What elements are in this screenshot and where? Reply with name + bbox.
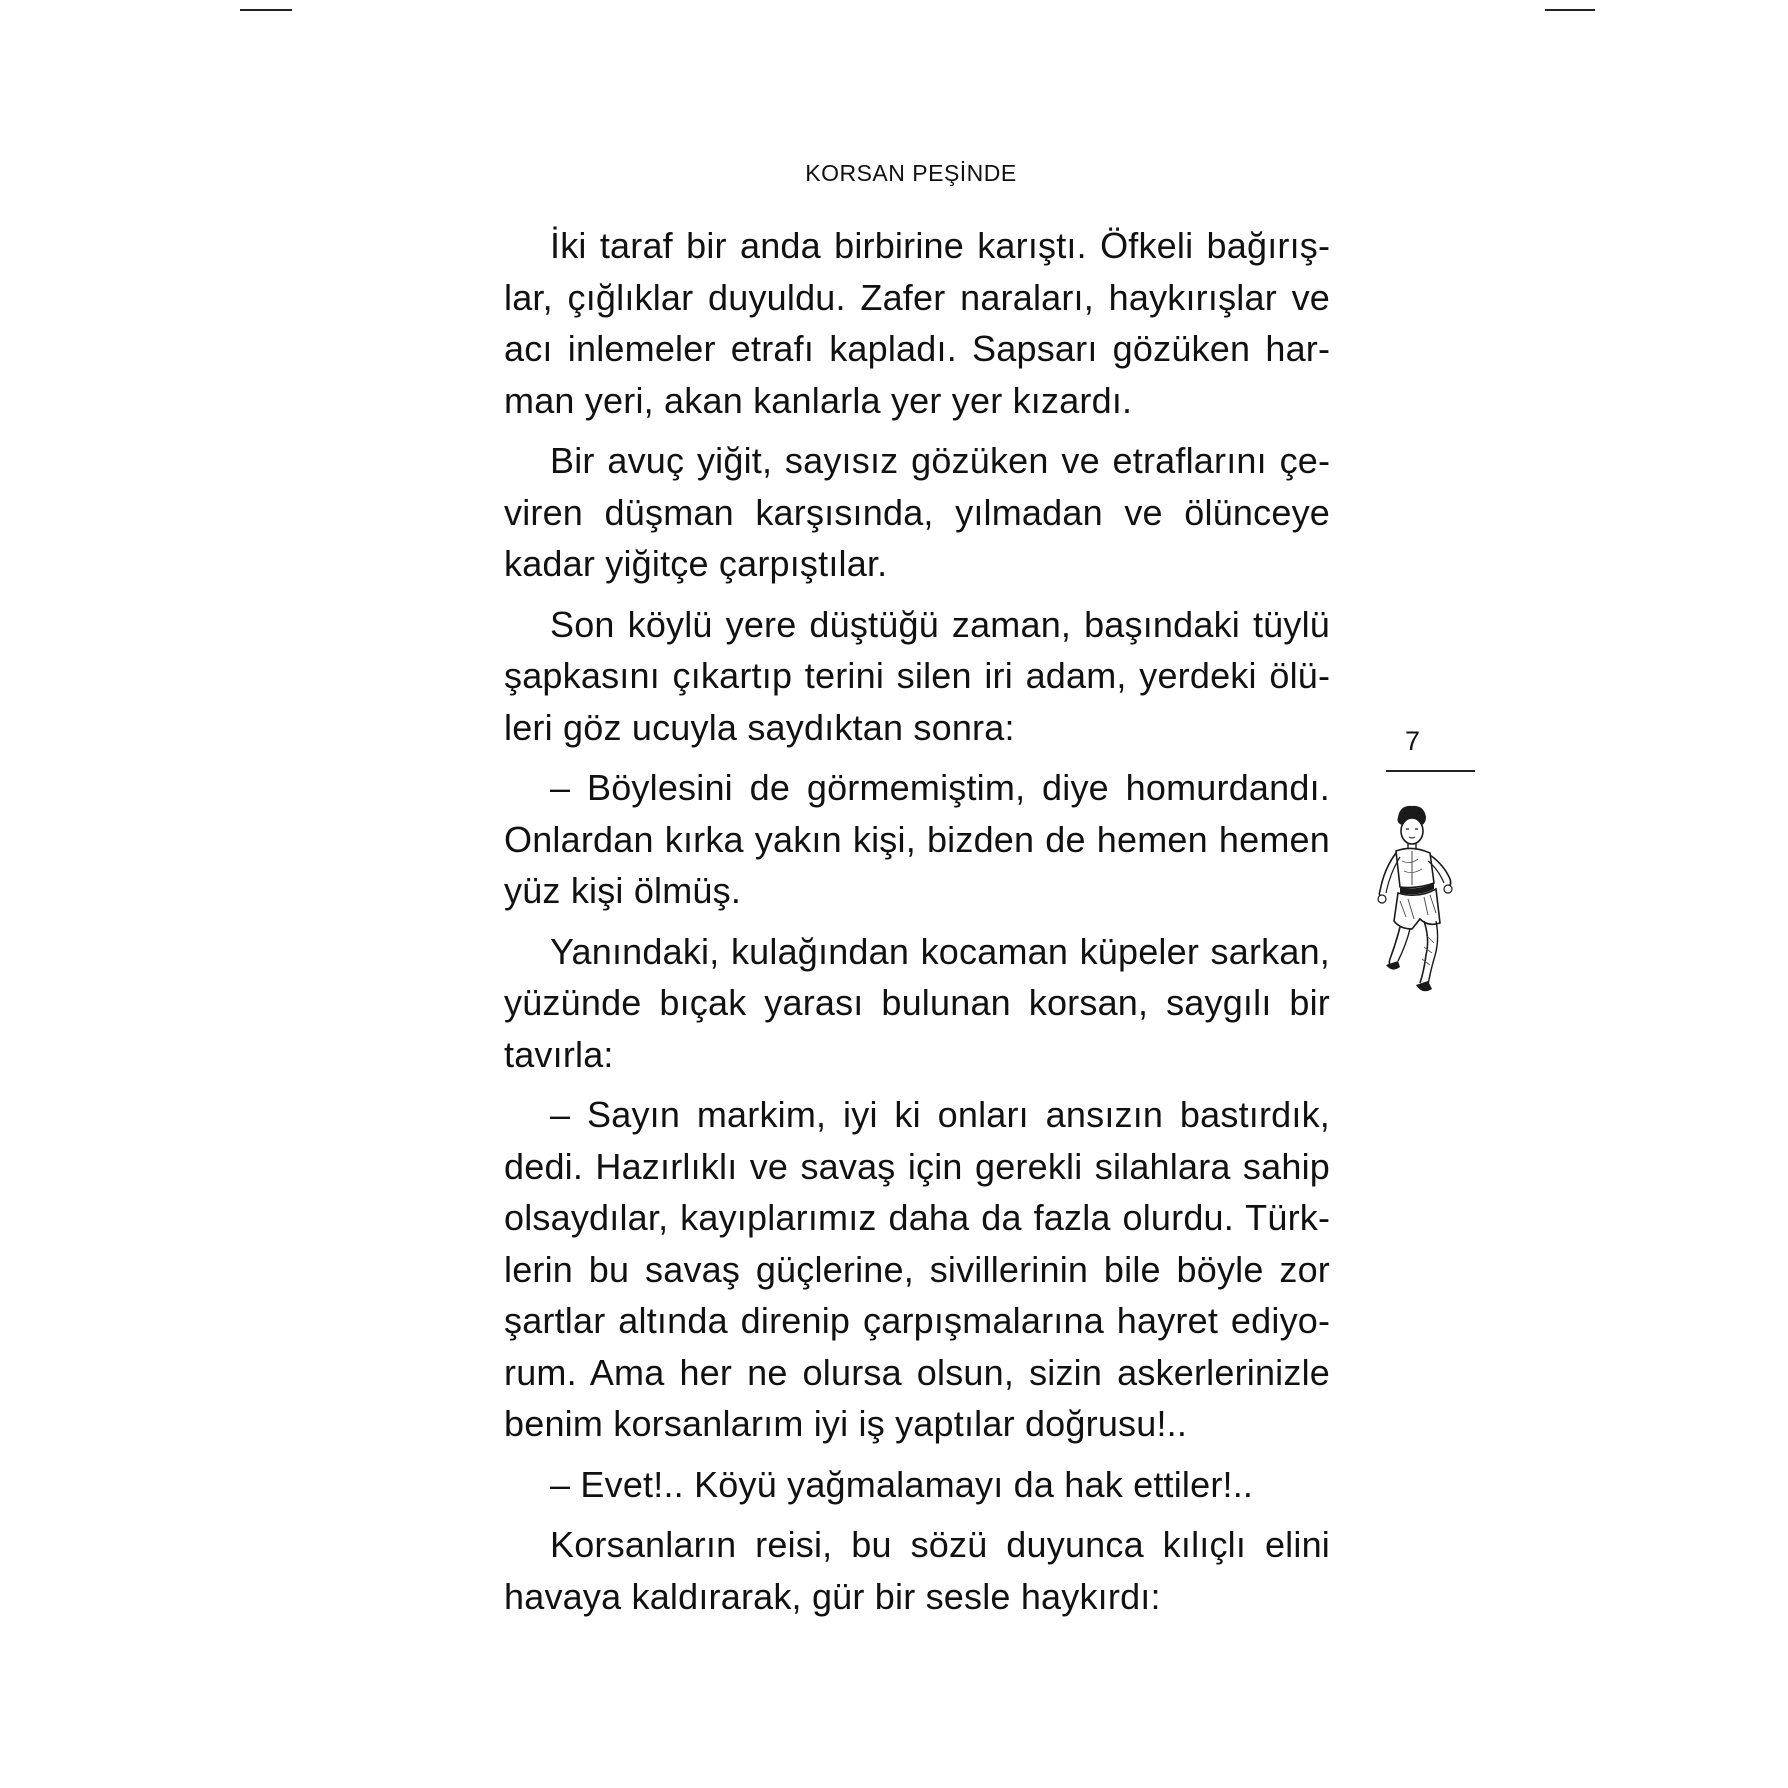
paragraph: İki taraf bir anda birbirine karıştı. Öfkeli bağırışlar, çığlıklar duyuldu. Zafer naraları, haykırışlar ve acı inlemeler etrafı kapladı. Sapsarı gözüken harman yeri, akan kanlarla yer yer kızardı.: [504, 225, 1330, 421]
paragraph: Bir avuç yiğit, sayısız gözüken ve etraflarını çeviren düşman karşısında, yılmadan ve ölünceye kadar yiğitçe çarpıştılar.: [504, 440, 1330, 584]
running-boy-illustration-icon: [1360, 803, 1460, 1003]
paragraph: Yanındaki, kulağından kocaman küpeler sarkan, yüzünde bıçak yarası bulunan korsan, saygılı bir tavırla:: [504, 930, 1330, 1075]
body-text: [504, 220, 1330, 1631]
paragraph: – Böylesini de görmemiştim, diye homurdandı. Onlardan kırka yakın kişi, bizden de hemen hemen yüz kişi ölmüş.: [504, 767, 1330, 911]
paragraph: Korsanların reisi, bu sözü duyunca kılıçlı elini havaya kaldırarak, gür bir sesle haykırdı:: [504, 1524, 1330, 1617]
crop-mark-left: [240, 9, 292, 11]
page-number: 7: [1405, 726, 1421, 756]
running-head: KORSAN PEŞİNDE: [805, 160, 1017, 186]
paragraph: Son köylü yere düştüğü zaman, başındaki tüylü şapkasını çıkartıp terini silen iri adam, yerdeki ölüleri göz ucuyla saydıktan sonra:: [504, 603, 1330, 748]
crop-mark-right: [1545, 9, 1595, 11]
page-number-rule: [1386, 770, 1475, 772]
paragraph: – Evet!.. Köyü yağmalamayı da hak ettiler!..: [550, 1463, 1254, 1505]
paragraph: – Sayın markim, iyi ki onları ansızın bastırdık, dedi. Hazırlıklı ve savaş için gerekli silahlara sahip olsaydılar, kayıplarımız daha da fazla olurdu. Türklerin bu savaş güçlerine, sivillerinin bile böyle zor şartlar altında direnip çarpışmalarına hayret ediyorum. Ama her ne olursa olsun, sizin askerlerinizle benim korsanlarım iyi iş yaptılar doğrusu!..: [504, 1094, 1330, 1444]
